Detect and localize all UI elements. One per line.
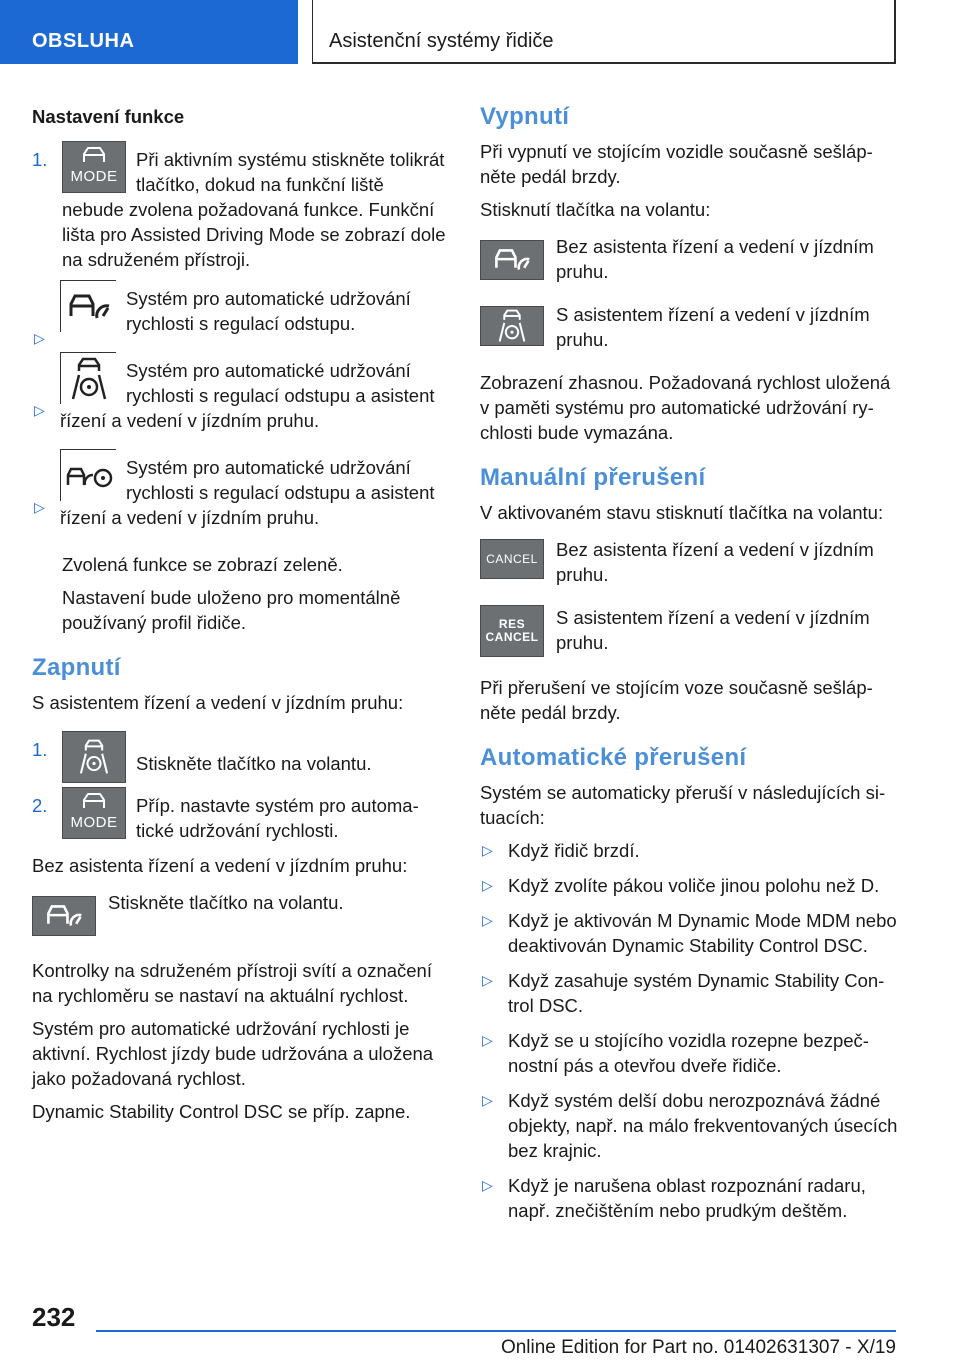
bullet-icon: ▷: [482, 972, 493, 988]
res-label: RES: [498, 617, 526, 631]
list-item-text: Když je narušena oblast rozpoznání radaru, např. znečištěním nebo prudkým deštěm.: [508, 1175, 866, 1221]
step-number: 2.: [32, 795, 48, 816]
bullet-icon: ▷: [482, 1032, 493, 1048]
step-text: Stiskněte tlačítko na volantu.: [136, 753, 372, 774]
mode-button-icon: [62, 787, 126, 839]
switch-on-heading: Zapnutí: [32, 654, 121, 681]
bullet-icon: ▷: [482, 1177, 493, 1193]
settings-step-1: [32, 147, 448, 272]
page-header-title: Asistenční systémy řidiče: [312, 0, 896, 64]
bullet-icon: ▷: [482, 1092, 493, 1108]
left-column: [32, 104, 448, 1132]
manual-interrupt-heading: Manuální přerušení: [480, 464, 706, 491]
switch-on-step-2: [32, 793, 448, 843]
lane-assist-button-icon: [480, 306, 544, 346]
list-item-text: Když zvolíte pákou voliče jinou polohu než D.: [508, 875, 880, 896]
option-acc-lane-2: [32, 455, 448, 530]
saved-profile-note: Nastavení bude uloženo pro momentálně používaný profil řidiče.: [62, 587, 401, 633]
footer-divider: [96, 1330, 896, 1332]
list-item-text: Když je aktivován M Dynamic Mode MDM nebo deaktivován Dynamic Stability Control DSC.: [508, 910, 897, 956]
page-number: 232: [32, 1302, 76, 1332]
lane-assist-button-icon: [62, 731, 126, 783]
acc-button-icon: [32, 896, 96, 936]
step-text: Při aktivním systému stiskněte tolikrát tlačítko, dokud na funkční liště nebude zvolena požadovaná funkce. Funkční lišta pro Assisted Driving Mode se zobrazí dole na sdruženém přístroji.: [62, 149, 446, 270]
switch-off-p1: Při vypnutí ve stojícím vozidle současně sešlápněte pedál brzdy.: [480, 141, 873, 187]
acc-button-icon: [480, 240, 544, 280]
step-number: 1.: [32, 739, 48, 760]
footer-edition: Online Edition for Part no. 01402631307 - X/19: [500, 1337, 896, 1358]
list-item: [480, 1173, 898, 1223]
option-text: Systém pro automatické udržování rychlosti s regulací odstupu a asistent řízení a vedení v jízdním pruhu.: [60, 360, 435, 431]
switch-off-heading: Vypnutí: [480, 103, 570, 130]
manual-p1: V aktivovaném stavu stisknutí tlačítka na volantu:: [480, 502, 884, 523]
bullet-icon: ▷: [482, 842, 493, 858]
bullet-icon: ▷: [34, 330, 45, 346]
section-tab: OBSLUHA: [0, 0, 298, 64]
off-row-1-text: Bez asistenta řízení a vedení v jízdním pruhu.: [556, 236, 874, 282]
step-number: 1.: [32, 149, 48, 170]
active-para: Systém pro automatické udržování rychlosti je aktivní. Rychlost jízdy bude udržována a uložena jako požadovaná rychlost.: [32, 1018, 434, 1089]
selected-green-note: Zvolená funkce se zobrazí zeleně.: [62, 554, 343, 575]
right-column: [480, 104, 898, 1233]
bullet-icon: ▷: [482, 912, 493, 928]
indicator-para: Kontrolky na sdruženém přístroji svítí a označení na rychloměru se nastaví na aktuální rychlost.: [32, 960, 432, 1006]
auto-p1: Systém se automaticky přeruší v následujících situacích:: [480, 782, 886, 828]
list-item-text: Když zasahuje systém Dynamic Stability Control DSC.: [508, 970, 885, 1016]
option-acc-lane: [32, 358, 448, 433]
manual-row-2-text: S asistentem řízení a vedení v jízdním pruhu.: [556, 607, 870, 653]
bullet-icon: ▷: [34, 402, 45, 418]
without-lane-row: [32, 890, 448, 940]
option-acc: [32, 286, 448, 346]
step-text: Příp. nastavte systém pro automatické udržování rychlosti.: [136, 795, 419, 841]
res-cancel-button-icon: [480, 605, 544, 657]
list-item: [480, 1028, 898, 1078]
bullet-icon: ▷: [34, 499, 45, 515]
auto-interrupt-heading: Automatické přerušení: [480, 744, 747, 771]
off-row-2-text: S asistentem řízení a vedení v jízdním pruhu.: [556, 304, 870, 350]
car-front-icon: [77, 146, 111, 164]
switch-on-intro: S asistentem řízení a vedení v jízdním pruhu:: [32, 692, 404, 713]
cancel-label: CANCEL: [485, 630, 539, 644]
without-lane-intro: Bez asistenta řízení a vedení v jízdním pruhu:: [32, 855, 408, 876]
mode-label: MODE: [70, 813, 118, 831]
dsc-para: Dynamic Stability Control DSC se příp. zapne.: [32, 1101, 411, 1122]
manual-p2: Při přerušení ve stojícím voze současně sešlápněte pedál brzdy.: [480, 677, 873, 723]
list-item-text: Když se u stojícího vozidla rozepne bezpečnostní pás a otevřou dveře řidiče.: [508, 1030, 869, 1076]
switch-on-step-1: [32, 737, 448, 783]
list-item-text: Když systém delší dobu nerozpoznává žádné objekty, např. na málo frekventovaných úsecích bez krajnic.: [508, 1090, 898, 1161]
switch-off-p3: Zobrazení zhasnou. Požadovaná rychlost uložená v paměti systému pro automatické udržování rychlosti bude vymazána.: [480, 372, 891, 443]
list-item: [480, 908, 898, 958]
off-row-2: [480, 302, 898, 352]
without-lane-text: Stiskněte tlačítko na volantu.: [108, 892, 344, 913]
manual-row-1: [480, 537, 898, 587]
list-item: [480, 873, 898, 898]
lane-assist-icon: [60, 352, 116, 404]
off-row-1: [480, 234, 898, 284]
acc-steering-icon: [60, 449, 116, 501]
mode-label: MODE: [70, 167, 118, 185]
switch-off-p2: Stisknutí tlačítka na volantu:: [480, 199, 711, 220]
settings-heading: Nastavení funkce: [32, 106, 185, 127]
mode-button-icon: [62, 141, 126, 193]
option-text: Systém pro automatické udržování rychlosti s regulací odstupu.: [126, 288, 411, 334]
list-item: [480, 1088, 898, 1163]
cancel-button-icon: CANCEL: [480, 539, 544, 579]
acc-distance-icon: [60, 280, 116, 332]
list-item: [480, 968, 898, 1018]
option-text: Systém pro automatické udržování rychlosti s regulací odstupu a asistent řízení a vedení v jízdním pruhu.: [60, 457, 435, 528]
bullet-icon: ▷: [482, 877, 493, 893]
list-item-text: Když řidič brzdí.: [508, 840, 640, 861]
manual-row-1-text: Bez asistenta řízení a vedení v jízdním pruhu.: [556, 539, 874, 585]
list-item: [480, 838, 898, 863]
manual-row-2: [480, 605, 898, 657]
